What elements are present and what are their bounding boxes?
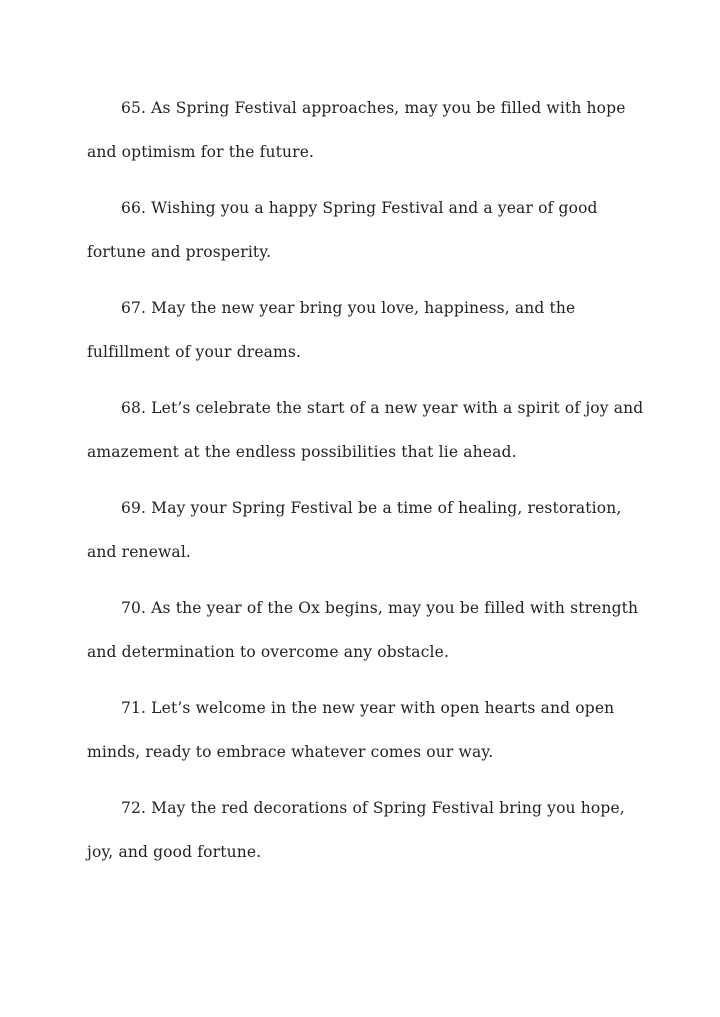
paragraph-70: 70. As the year of the Ox begins, may you be filled with strength and determination to overcome any obstacle. [87,599,639,661]
paragraph-65: 65. As Spring Festival approaches, may you be filled with hope and optimism for the future. [87,99,626,161]
document-body [87,86,647,886]
paragraph-72: 72. May the red decorations of Spring Festival bring you hope, joy, and good fortune. [87,799,625,861]
paragraph-67: 67. May the new year bring you love, happiness, and the fulfillment of your dreams. [87,299,576,361]
paragraph-68: 68. Let’s celebrate the start of a new year with a spirit of joy and amazement at the endless possibilities that lie ahead. [87,399,644,461]
paragraph-66: 66. Wishing you a happy Spring Festival and a year of good fortune and prosperity. [87,199,598,261]
paragraph-71: 71. Let’s welcome in the new year with open hearts and open minds, ready to embrace whatever comes our way. [87,699,615,761]
paragraph-69: 69. May your Spring Festival be a time of healing, restoration, and renewal. [87,499,622,561]
